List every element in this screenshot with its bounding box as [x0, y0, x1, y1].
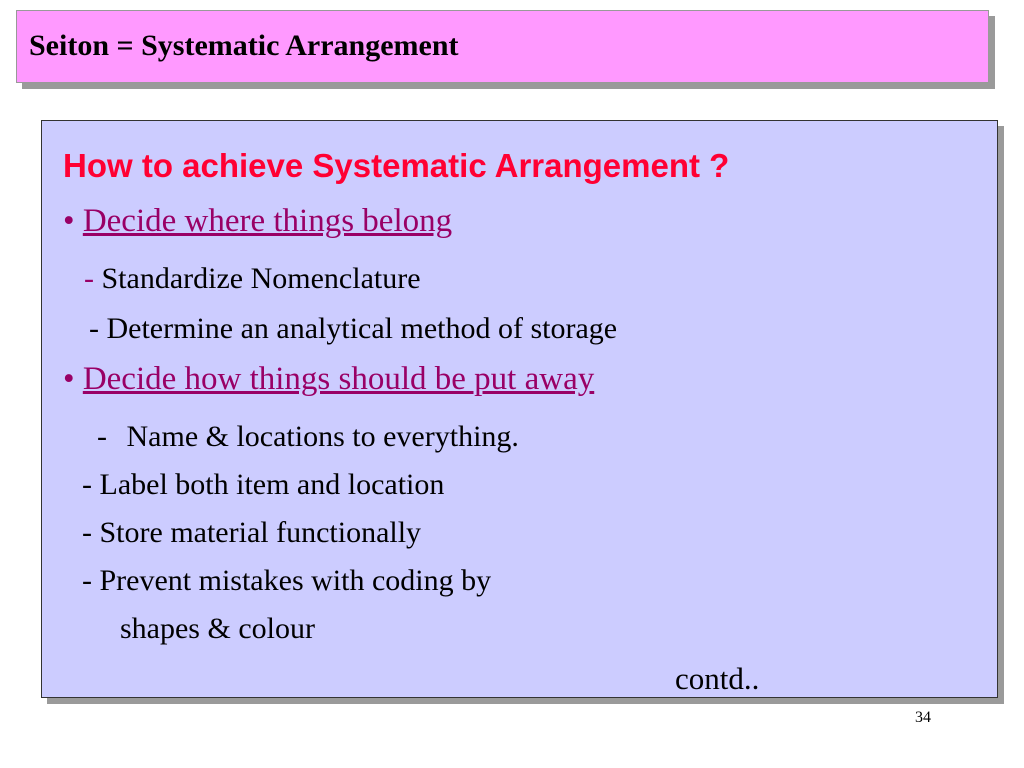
continued-note: contd.. — [675, 661, 760, 696]
sub-item-label: - Label both item and location — [82, 468, 445, 501]
dash-marker: - — [97, 420, 107, 453]
page-number: 34 — [915, 709, 931, 726]
sub-item-text: Standardize Nomenclature — [101, 262, 421, 295]
bullet-icon: • — [63, 361, 75, 397]
sub-item-standardize — [84, 262, 421, 296]
bullet-item-decide-how — [63, 361, 594, 398]
slide-title: Seiton = Systematic Arrangement — [29, 29, 459, 62]
section-heading: How to achieve Systematic Arrangement ? — [63, 147, 730, 184]
slide-content-box — [41, 120, 998, 698]
sub-item-prevent-continued: shapes & colour — [120, 612, 315, 645]
bullet-link-decide-where[interactable]: Decide where things belong — [82, 203, 453, 239]
dash-marker: - — [84, 262, 94, 295]
bullet-link-decide-how[interactable]: Decide how things should be put away — [82, 361, 595, 397]
sub-item-prevent: - Prevent mistakes with coding by — [82, 564, 492, 597]
bullet-icon: • — [63, 203, 75, 239]
sub-item-determine: - Determine an analytical method of storage — [89, 312, 618, 345]
sub-item-name-locations — [97, 420, 519, 454]
sub-item-store: - Store material functionally — [82, 516, 422, 549]
sub-item-text: Name & locations to everything. — [126, 420, 519, 453]
slide-title-box — [16, 10, 989, 83]
bullet-item-decide-where — [63, 203, 452, 240]
